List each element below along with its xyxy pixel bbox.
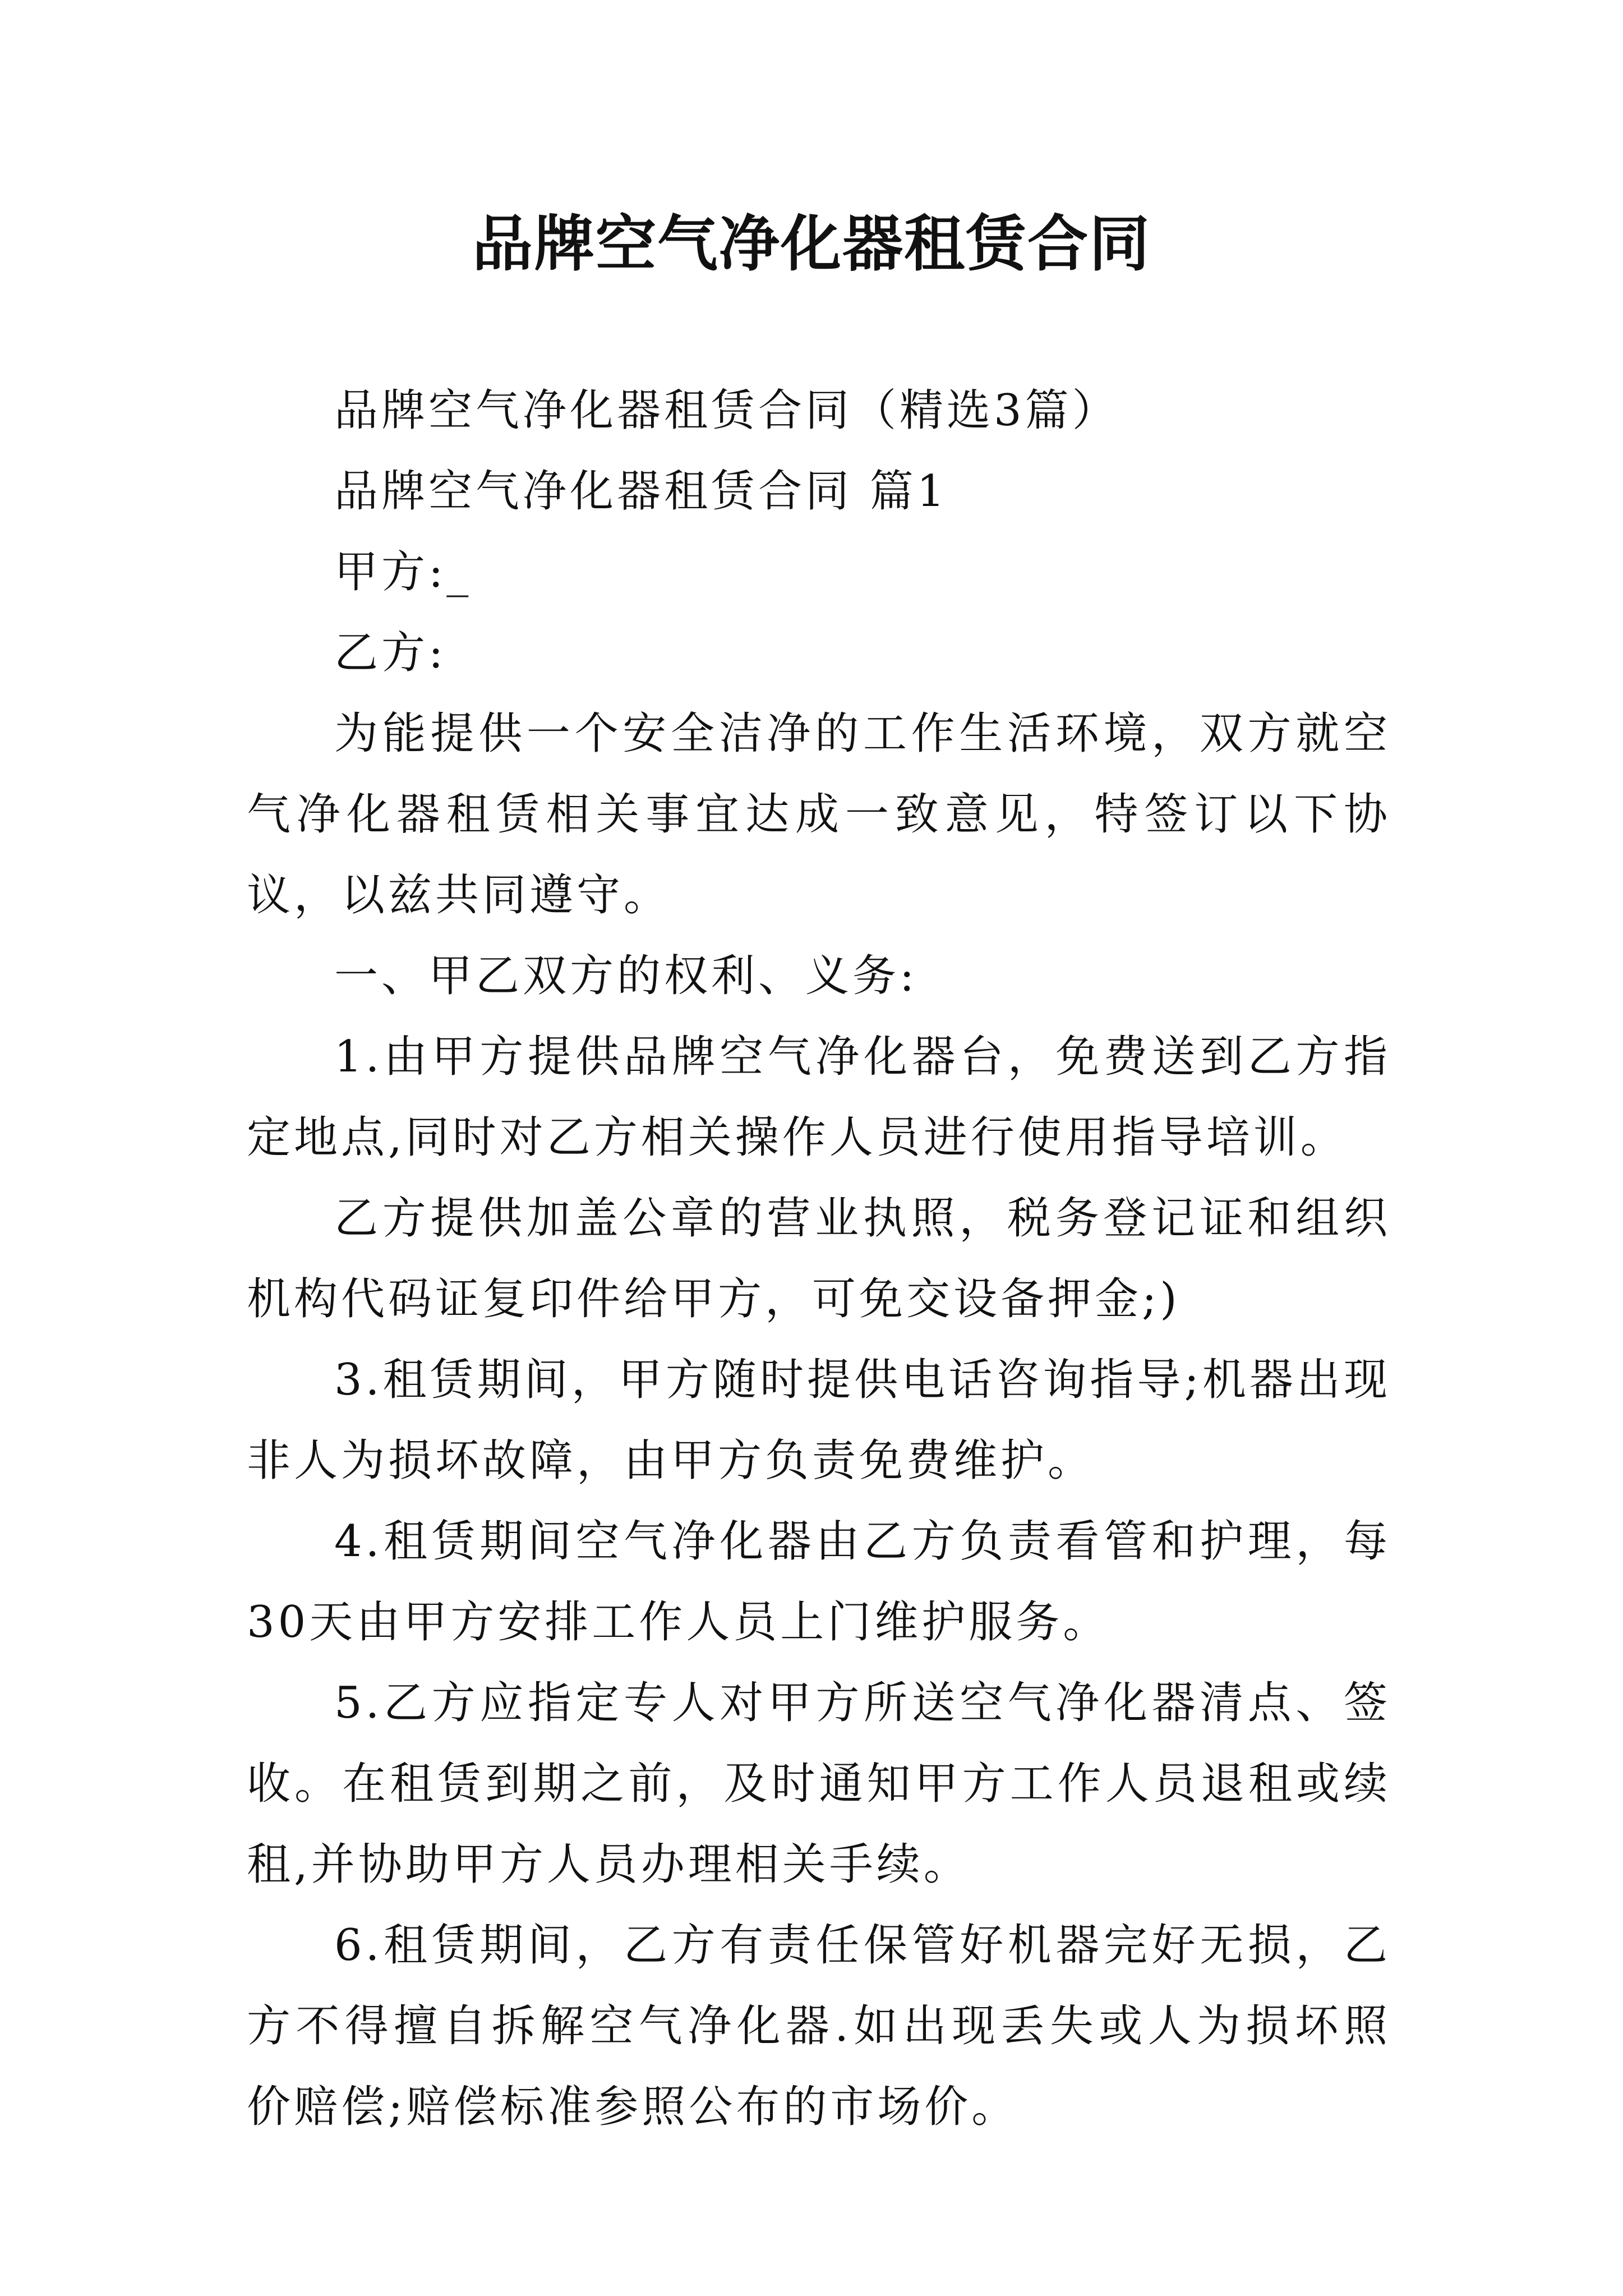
paragraph-rights-heading: 一、甲乙双方的权利、义务:: [334, 951, 918, 1001]
paragraph-party-b: 乙方:: [334, 628, 447, 678]
document-body: [247, 370, 1391, 2147]
paragraph-clause-1: 1.由甲方提供品牌空气净化器台，免费送到乙方指定地点,同时对乙方相关操作人员进行使用指导培训。: [247, 1032, 1391, 1163]
paragraph-clause-5: 5.乙方应指定专人对甲方所送空气净化器清点、签收。在租赁到期之前，及时通知甲方工作人员退租或续租,并协助甲方人员办理相关手续。: [247, 1678, 1391, 1890]
paragraph-clause-6: 6.租赁期间，乙方有责任保管好机器完好无损，乙方不得擅自拆解空气净化器.如出现丢失或人为损坏照价赔偿;赔偿标准参照公布的市场价。: [247, 1920, 1391, 2132]
paragraph-clause-3: 3.租赁期间，甲方随时提供电话咨询指导;机器出现非人为损坏故障，由甲方负责免费维护。: [247, 1355, 1391, 1486]
paragraph-section-heading: 品牌空气净化器租赁合同 篇1: [334, 466, 948, 517]
paragraph-party-a: 甲方:_: [334, 547, 472, 597]
paragraph-preamble: 为能提供一个安全洁净的工作生活环境，双方就空气净化器租赁相关事宜达成一致意见，特签订以下协议，以兹共同遵守。: [247, 708, 1391, 921]
document-title: 品牌空气净化器租赁合同: [472, 209, 1151, 279]
paragraph-clause-4: 4.租赁期间空气净化器由乙方负责看管和护理，每30天由甲方安排工作人员上门维护服务。: [247, 1516, 1391, 1648]
paragraph-subtitle: 品牌空气净化器租赁合同（精选3篇）: [334, 385, 1119, 436]
paragraph-clause-2: 乙方提供加盖公章的营业执照，税务登记证和组织机构代码证复印件给甲方，可免交设备押金;): [247, 1193, 1391, 1324]
